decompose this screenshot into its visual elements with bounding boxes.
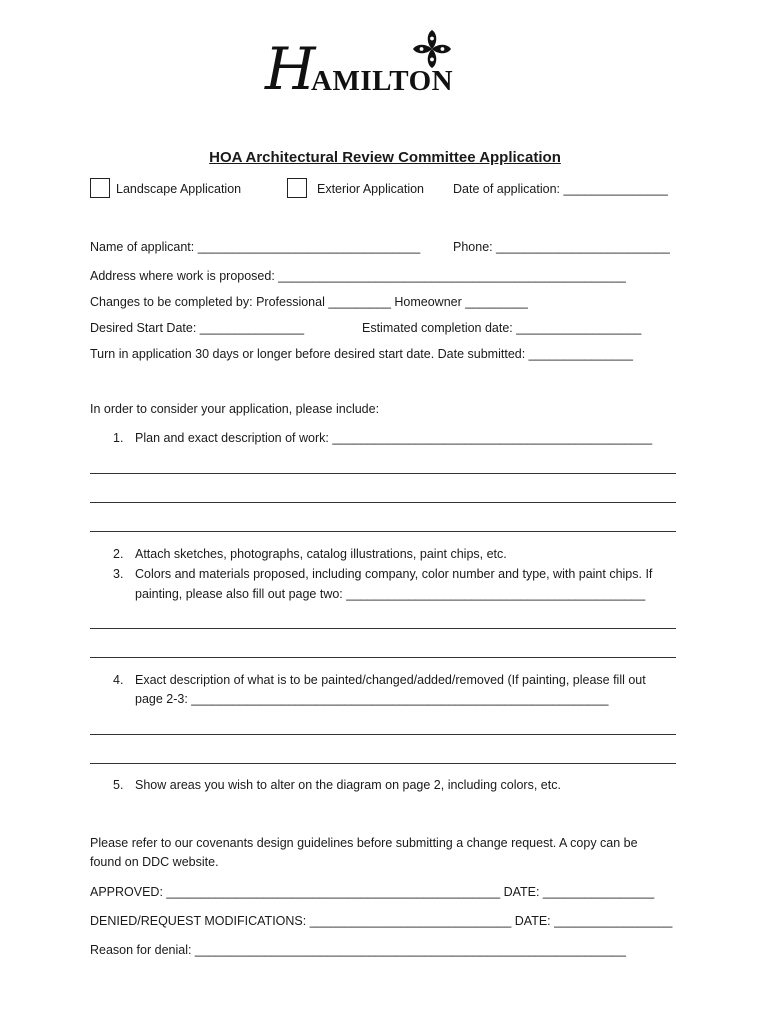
blank-line[interactable] (90, 473, 676, 474)
guidelines-note: Please refer to our covenants design guidelines before submitting a change request. A copy can be (90, 836, 638, 850)
reason-field[interactable]: Reason for denial: ______________________________________________________________ (90, 943, 626, 957)
landscape-checkbox[interactable] (90, 178, 110, 198)
item-text: Colors and materials proposed, including company, color number and type, with paint chips. If (135, 567, 653, 581)
hamilton-logo (265, 30, 505, 105)
item-number: 4. (113, 673, 124, 687)
page-title: HOA Architectural Review Committee Application (209, 149, 561, 166)
item-text: Exact description of what is to be painted/changed/added/removed (If painting, please fill out (135, 673, 646, 687)
list-item (113, 547, 507, 561)
changes-field[interactable]: Changes to be completed by: Professional _________ Homeowner _________ (90, 295, 528, 309)
item-number: 1. (113, 431, 124, 445)
address-field[interactable]: Address where work is proposed: __________________________________________________ (90, 269, 626, 283)
guidelines-note-cont: found on DDC website. (90, 855, 219, 869)
applicant-name-field[interactable]: Name of applicant: ________________________________ (90, 240, 421, 254)
exterior-label: Exterior Application (317, 182, 425, 196)
list-item (113, 673, 646, 687)
item-number: 3. (113, 567, 124, 581)
logo-initial: H (265, 35, 316, 103)
item-text: Show areas you wish to alter on the diagram on page 2, including colors, etc. (135, 778, 561, 792)
date-submitted-field[interactable]: Turn in application 30 days or longer before desired start date. Date submitted: _______________ (90, 347, 633, 361)
list-item (113, 567, 652, 581)
blank-line[interactable] (90, 657, 676, 658)
intro-text: In order to consider your application, please include: (90, 402, 380, 416)
list-item (113, 778, 561, 792)
item-number: 2. (113, 547, 124, 561)
flower-icon (413, 30, 451, 68)
blank-line[interactable] (90, 763, 676, 764)
item-number: 5. (113, 778, 124, 792)
blank-line[interactable] (90, 502, 676, 503)
change-description-field[interactable]: page 2-3: ____________________________________________________________ (135, 692, 609, 706)
blank-line[interactable] (90, 734, 676, 735)
painting-field[interactable]: painting, please also fill out page two: ___________________________________________ (135, 587, 646, 601)
denied-field[interactable]: DENIED/REQUEST MODIFICATIONS: _____________________________ DATE: _________________ (90, 914, 673, 928)
start-date-field[interactable]: Desired Start Date: _______________ (90, 321, 305, 335)
plan-description-field[interactable]: Plan and exact description of work: ______________________________________________ (135, 431, 653, 445)
phone-field[interactable]: Phone: _________________________ (453, 240, 670, 254)
item-text: Attach sketches, photographs, catalog illustrations, paint chips, etc. (135, 547, 507, 561)
logo-wordmark: AMILTON (311, 65, 454, 97)
list-item (113, 431, 652, 445)
completion-date-field[interactable]: Estimated completion date: __________________ (362, 321, 642, 335)
approved-field[interactable]: APPROVED: ________________________________________________ DATE: ________________ (90, 885, 655, 899)
landscape-label: Landscape Application (116, 182, 242, 196)
blank-line[interactable] (90, 531, 676, 532)
exterior-checkbox[interactable] (287, 178, 307, 198)
date-of-application-field[interactable]: Date of application: _______________ (453, 182, 668, 196)
blank-line[interactable] (90, 628, 676, 629)
